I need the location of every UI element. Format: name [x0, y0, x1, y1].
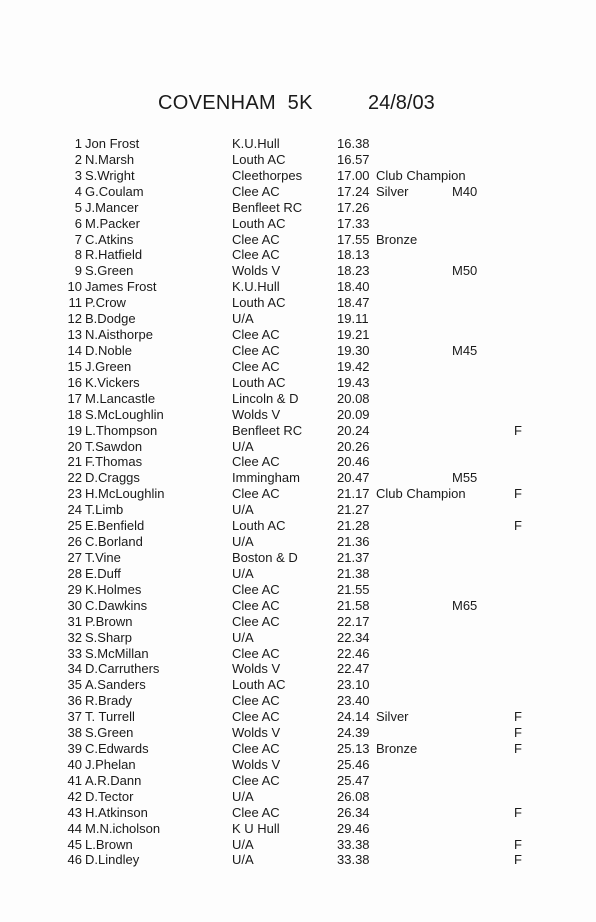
runner-club: Boston & D — [232, 549, 298, 565]
sex-marker: F — [514, 709, 522, 725]
result-row — [0, 566, 596, 582]
finish-time: 26.08 — [337, 788, 370, 804]
runner-name: M.Packer — [85, 215, 140, 231]
finish-time: 23.40 — [337, 693, 370, 709]
runner-name: M.Lancastle — [85, 390, 156, 406]
result-row — [0, 470, 596, 486]
runner-name: L.Thompson — [85, 422, 158, 438]
runner-name: C.Edwards — [85, 741, 149, 757]
finish-time: 18.23 — [337, 263, 370, 279]
results-list — [0, 136, 596, 868]
runner-club: U/A — [232, 438, 254, 454]
result-position: 4 — [74, 183, 82, 199]
runner-club: Wolds V — [232, 756, 281, 772]
finish-time: 21.36 — [337, 534, 370, 550]
result-row — [0, 327, 596, 343]
runner-name: T.Sawdon — [85, 438, 143, 454]
finish-time: 21.58 — [337, 597, 370, 613]
result-position: 24 — [67, 502, 82, 518]
runner-name: J.Green — [85, 358, 132, 374]
result-position: 9 — [74, 263, 82, 279]
runner-name: T.Limb — [85, 502, 124, 518]
runner-club: Immingham — [232, 470, 300, 486]
runner-club: U/A — [232, 565, 254, 581]
runner-name: M.N.icholson — [85, 820, 161, 836]
result-row — [0, 646, 596, 662]
runner-name: C.Atkins — [85, 231, 134, 247]
runner-club: Wolds V — [232, 263, 281, 279]
sex-marker: F — [514, 852, 522, 868]
result-row — [0, 295, 596, 311]
finish-time: 33.38 — [337, 852, 370, 868]
result-position: 16 — [67, 374, 82, 390]
result-position: 3 — [74, 167, 82, 183]
result-position: 34 — [67, 661, 82, 677]
sex-marker: F — [514, 422, 522, 438]
sex-marker: F — [514, 725, 522, 741]
result-row — [0, 216, 596, 232]
age-category: M40 — [452, 183, 478, 199]
result-position: 37 — [67, 709, 82, 725]
result-position: 20 — [67, 438, 82, 454]
result-row — [0, 343, 596, 359]
finish-time: 22.34 — [337, 629, 370, 645]
finish-time: 17.24 — [337, 183, 370, 199]
result-position: 23 — [67, 486, 82, 502]
result-row — [0, 550, 596, 566]
result-position: 46 — [67, 852, 82, 868]
result-row — [0, 502, 596, 518]
finish-time: 20.47 — [337, 470, 370, 486]
result-row — [0, 725, 596, 741]
sex-marker: F — [514, 836, 522, 852]
finish-time: 22.47 — [337, 661, 370, 677]
runner-name: P.Crow — [85, 295, 126, 311]
finish-time: 17.00 — [337, 167, 370, 183]
award-note: Silver — [376, 709, 409, 725]
finish-time: 19.11 — [337, 311, 369, 327]
sex-marker: F — [514, 486, 522, 502]
finish-time: 18.13 — [337, 247, 370, 263]
runner-name: S.McMillan — [85, 645, 149, 661]
age-category: M55 — [452, 470, 478, 486]
finish-time: 22.17 — [337, 613, 370, 629]
result-row — [0, 598, 596, 614]
runner-name: L.Brown — [85, 836, 133, 852]
runner-club: U/A — [232, 502, 254, 518]
runner-name: A.R.Dann — [85, 772, 142, 788]
runner-name: S.Sharp — [85, 629, 132, 645]
result-row — [0, 439, 596, 455]
result-position: 7 — [74, 231, 82, 247]
age-category: M50 — [452, 263, 478, 279]
award-note: Club Champion — [376, 486, 466, 502]
result-row — [0, 359, 596, 375]
result-row — [0, 582, 596, 598]
sex-marker: F — [514, 741, 522, 757]
finish-time: 29.46 — [337, 820, 370, 836]
runner-club: Clee AC — [232, 581, 280, 597]
runner-club: Clee AC — [232, 693, 280, 709]
result-row — [0, 852, 596, 868]
result-row — [0, 152, 596, 168]
runner-name: E.Duff — [85, 565, 121, 581]
runner-club: Louth AC — [232, 374, 286, 390]
result-row — [0, 407, 596, 423]
runner-name: J.Phelan — [85, 756, 136, 772]
runner-club: Clee AC — [232, 613, 280, 629]
runner-club: Wolds V — [232, 661, 281, 677]
finish-time: 16.57 — [337, 151, 370, 167]
result-row — [0, 391, 596, 407]
award-note: Club Champion — [376, 167, 466, 183]
finish-time: 20.46 — [337, 454, 370, 470]
runner-name: James Frost — [85, 279, 157, 295]
runner-club: K.U.Hull — [232, 136, 280, 151]
result-position: 30 — [67, 597, 82, 613]
runner-name: D.Lindley — [85, 852, 140, 868]
finish-time: 19.30 — [337, 342, 370, 358]
result-position: 33 — [67, 645, 82, 661]
result-position: 26 — [67, 534, 82, 550]
runner-name: S.McLoughlin — [85, 406, 164, 422]
finish-time: 19.42 — [337, 358, 370, 374]
result-row — [0, 279, 596, 295]
result-row — [0, 168, 596, 184]
result-position: 18 — [67, 406, 82, 422]
result-row — [0, 789, 596, 805]
runner-club: Clee AC — [232, 231, 280, 247]
finish-time: 17.55 — [337, 231, 370, 247]
finish-time: 21.37 — [337, 549, 370, 565]
result-row — [0, 311, 596, 327]
runner-name: G.Coulam — [85, 183, 144, 199]
runner-club: Clee AC — [232, 327, 280, 343]
sex-marker: F — [514, 518, 522, 534]
result-position: 15 — [67, 358, 82, 374]
finish-time: 17.26 — [337, 199, 370, 215]
runner-club: U/A — [232, 629, 254, 645]
runner-name: T.Vine — [85, 549, 121, 565]
result-row — [0, 534, 596, 550]
runner-club: Clee AC — [232, 772, 280, 788]
runner-club: Clee AC — [232, 804, 280, 820]
result-row — [0, 773, 596, 789]
runner-club: Clee AC — [232, 597, 280, 613]
runner-name: H.Atkinson — [85, 804, 148, 820]
result-row — [0, 518, 596, 534]
finish-time: 16.38 — [337, 136, 370, 151]
runner-club: Louth AC — [232, 215, 286, 231]
runner-club: U/A — [232, 852, 254, 868]
runner-name: K.Vickers — [85, 374, 140, 390]
result-position: 39 — [67, 741, 82, 757]
result-row — [0, 263, 596, 279]
result-row — [0, 184, 596, 200]
runner-club: Wolds V — [232, 725, 281, 741]
award-note: Bronze — [376, 741, 418, 757]
finish-time: 25.13 — [337, 741, 370, 757]
result-position: 45 — [67, 836, 82, 852]
result-position: 1 — [74, 136, 82, 151]
finish-time: 23.10 — [337, 677, 370, 693]
result-position: 14 — [67, 342, 82, 358]
award-note: Bronze — [376, 231, 418, 247]
runner-club: Louth AC — [232, 677, 286, 693]
result-position: 38 — [67, 725, 82, 741]
runner-name: T. Turrell — [85, 709, 135, 725]
runner-club: Louth AC — [232, 295, 286, 311]
runner-club: U/A — [232, 788, 254, 804]
result-row — [0, 709, 596, 725]
result-position: 31 — [67, 613, 82, 629]
finish-time: 22.46 — [337, 645, 370, 661]
result-position: 21 — [67, 454, 82, 470]
result-position: 36 — [67, 693, 82, 709]
runner-name: R.Brady — [85, 693, 132, 709]
runner-club: U/A — [232, 836, 254, 852]
runner-name: B.Dodge — [85, 311, 136, 327]
award-note: Silver — [376, 183, 409, 199]
result-position: 17 — [67, 390, 82, 406]
runner-club: K.U.Hull — [232, 279, 280, 295]
runner-name: P.Brown — [85, 613, 133, 629]
page-title: COVENHAM 5K — [158, 92, 313, 114]
runner-name: D.Tector — [85, 788, 134, 804]
result-position: 2 — [74, 151, 82, 167]
age-category: M65 — [452, 597, 478, 613]
result-position: 28 — [67, 565, 82, 581]
runner-name: D.Noble — [85, 342, 132, 358]
runner-name: K.Holmes — [85, 581, 142, 597]
result-position: 25 — [67, 518, 82, 534]
result-position: 42 — [67, 788, 82, 804]
runner-name: D.Carruthers — [85, 661, 160, 677]
result-position: 5 — [74, 199, 82, 215]
runner-club: Clee AC — [232, 342, 280, 358]
result-row — [0, 693, 596, 709]
runner-club: U/A — [232, 534, 254, 550]
finish-time: 24.14 — [337, 709, 370, 725]
runner-club: Clee AC — [232, 741, 280, 757]
runner-name: R.Hatfield — [85, 247, 143, 263]
result-row — [0, 630, 596, 646]
result-row — [0, 677, 596, 693]
finish-time: 19.43 — [337, 374, 370, 390]
result-position: 11 — [68, 295, 82, 311]
runner-club: Cleethorpes — [232, 167, 303, 183]
runner-name: S.Green — [85, 263, 134, 279]
result-row — [0, 614, 596, 630]
finish-time: 21.17 — [337, 486, 370, 502]
result-row — [0, 837, 596, 853]
runner-club: Clee AC — [232, 645, 280, 661]
result-position: 27 — [67, 549, 82, 565]
runner-name: N.Marsh — [85, 151, 135, 167]
runner-club: Louth AC — [232, 151, 286, 167]
result-row — [0, 423, 596, 439]
finish-time: 20.08 — [337, 390, 370, 406]
runner-name: A.Sanders — [85, 677, 146, 693]
runner-name: S.Green — [85, 725, 134, 741]
runner-name: Jon Frost — [85, 136, 140, 151]
result-position: 12 — [67, 311, 82, 327]
result-row — [0, 454, 596, 470]
result-row — [0, 375, 596, 391]
finish-time: 20.24 — [337, 422, 370, 438]
result-row — [0, 200, 596, 216]
finish-time: 17.33 — [337, 215, 370, 231]
finish-time: 25.47 — [337, 772, 370, 788]
result-position: 44 — [67, 820, 82, 836]
runner-name: D.Craggs — [85, 470, 140, 486]
runner-name: S.Wright — [85, 167, 135, 183]
result-position: 13 — [67, 327, 82, 343]
result-row — [0, 741, 596, 757]
race-date: 24/8/03 — [368, 92, 435, 114]
result-position: 35 — [67, 677, 82, 693]
result-row — [0, 757, 596, 773]
runner-club: Clee AC — [232, 486, 280, 502]
result-position: 43 — [67, 804, 82, 820]
runner-club: Benfleet RC — [232, 199, 303, 215]
result-position: 29 — [67, 581, 82, 597]
runner-club: Clee AC — [232, 247, 280, 263]
finish-time: 21.55 — [337, 581, 370, 597]
result-position: 19 — [67, 422, 82, 438]
finish-time: 18.40 — [337, 279, 370, 295]
finish-time: 19.21 — [337, 327, 370, 343]
runner-club: Wolds V — [232, 406, 281, 422]
runner-name: N.Aisthorpe — [85, 327, 153, 343]
runner-club: U/A — [232, 311, 254, 327]
result-row — [0, 821, 596, 837]
age-category: M45 — [452, 342, 478, 358]
runner-club: Louth AC — [232, 518, 286, 534]
finish-time: 20.26 — [337, 438, 370, 454]
finish-time: 25.46 — [337, 756, 370, 772]
runner-club: K U Hull — [232, 820, 280, 836]
result-position: 6 — [74, 215, 82, 231]
runner-name: F.Thomas — [85, 454, 143, 470]
runner-name: C.Dawkins — [85, 597, 148, 613]
sex-marker: F — [514, 804, 522, 820]
finish-time: 18.47 — [337, 295, 370, 311]
runner-name: C.Borland — [85, 534, 143, 550]
runner-name: H.McLoughlin — [85, 486, 165, 502]
result-position: 32 — [67, 629, 82, 645]
runner-club: Clee AC — [232, 358, 280, 374]
result-row — [0, 661, 596, 677]
runner-club: Clee AC — [232, 709, 280, 725]
runner-club: Clee AC — [232, 454, 280, 470]
finish-time: 21.38 — [337, 565, 370, 581]
runner-name: J.Mancer — [85, 199, 139, 215]
runner-club: Clee AC — [232, 183, 280, 199]
result-position: 10 — [67, 279, 82, 295]
result-row — [0, 486, 596, 502]
result-position: 41 — [67, 772, 82, 788]
result-row — [0, 232, 596, 248]
finish-time: 26.34 — [337, 804, 370, 820]
result-row — [0, 247, 596, 263]
finish-time: 33.38 — [337, 836, 370, 852]
runner-club: Benfleet RC — [232, 422, 303, 438]
result-row — [0, 805, 596, 821]
result-position: 22 — [67, 470, 82, 486]
finish-time: 21.28 — [337, 518, 370, 534]
finish-time: 21.27 — [337, 502, 370, 518]
result-position: 40 — [67, 756, 82, 772]
finish-time: 20.09 — [337, 406, 370, 422]
finish-time: 24.39 — [337, 725, 370, 741]
result-position: 8 — [74, 247, 82, 263]
result-row — [0, 136, 596, 152]
runner-name: E.Benfield — [85, 518, 145, 534]
runner-club: Lincoln & D — [232, 390, 299, 406]
